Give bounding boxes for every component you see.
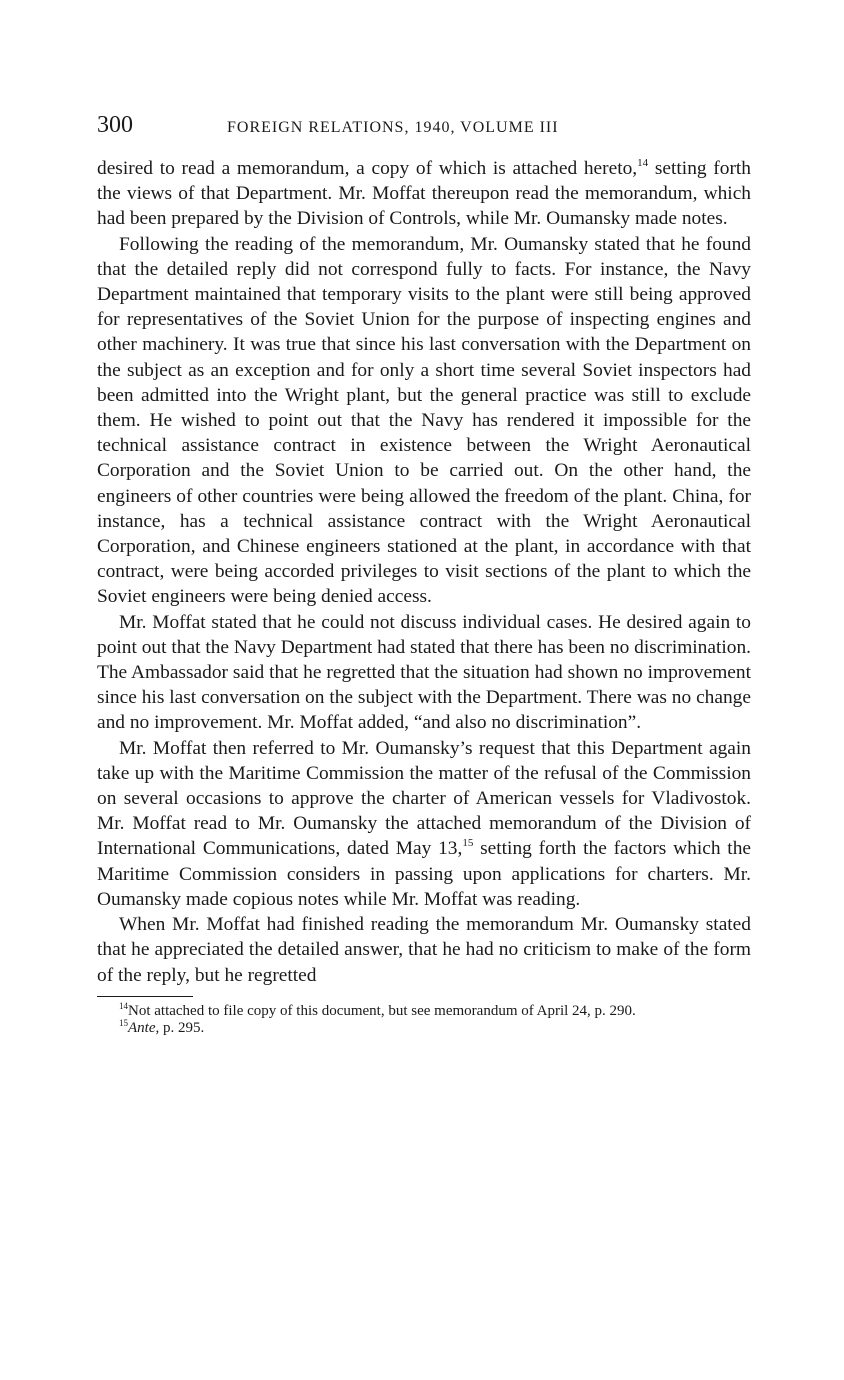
footnote-divider [97,996,193,997]
page-header [97,112,751,146]
running-head: FOREIGN RELATIONS, 1940, VOLUME III [227,119,559,136]
paragraph-5: When Mr. Moffat had finished reading the memorandum Mr. Oumansky stated that he appreciated the detailed answer, that he had no criticism to make of the form of the reply, but he regretted [97,914,751,986]
footnote-mark: 14 [119,1000,128,1011]
paragraph-3: Mr. Moffat stated that he could not discuss individual cases. He desired again to point out that the Navy Department had stated that there has been no discrimination. The Ambassador said that he regretted that the situation had shown no improvement since his last conversation on the subject with the Department. There was no change and no improvement. Mr. Moffat added, “and also no discrimination”. [97,611,751,734]
paragraph-1: desired to read a memorandum, a copy of which is attached hereto,$^{14}$ setting forth the views of that Department. Mr. Moffat thereupon read the memorandum, which had been prepared by the Division of Controls, while Mr. Oumansky made notes. [97,157,751,230]
footnotes [97,1000,751,1037]
footnote-ref-15: 15 [462,837,474,850]
body-text [97,156,751,988]
footnote-ref-14: 14 [637,157,649,169]
paragraph-2: Following the reading of the memorandum, Mr. Oumansky stated that he found that the detailed reply did not correspond fully to facts. For instance, the Navy Department maintained that temporary visits to the plant were still being approved for representatives of the Soviet Union for the purpose of inspecting engines and other machinery. It was true that since his last conversation with the Department on the subject as an exception and for only a short time several Soviet inspectors had been admitted into the Wright plant, but the general practice was still to exclude them. He wished to point out that the Navy has rendered it impossible for the technical assistance contract in existence between the Wright Aeronautical Corporation and the Soviet Union to be carried out. On the other hand, the engineers of other countries were being allowed the freedom of the plant. China, for instance, has a technical assistance contract with the Wright Aeronautical Corporation, and Chinese engineers stationed at the plant, in accordance with that contract, were being accorded privileges to visit sections of the plant to which the Soviet engineers were being denied access. [97,233,751,608]
page-number: 300 [97,112,133,138]
footnote-14: $^{14}$Not attached to file copy of this document, but see memorandum of April 24, p. 290. [119,1000,636,1019]
document-page [97,112,751,1037]
footnote-15: $^{15}$Ante, p. 295. [119,1017,205,1036]
footnote-mark: 15 [119,1017,128,1028]
paragraph-4: Mr. Moffat then referred to Mr. Oumansky’s request that this Department again take up with the Maritime Commission the matter of the refusal of the Commission on several occasions to approve the charter of American vessels for Vladivostok. Mr. Moffat read to Mr. Oumansky the attached memorandum of the Division of International Communications, dated May 13,15 setting forth the factors which the Maritime Commission considers in passing upon applications for charters. Mr. Oumansky made copious notes while Mr. Moffat was reading. [97,737,751,910]
